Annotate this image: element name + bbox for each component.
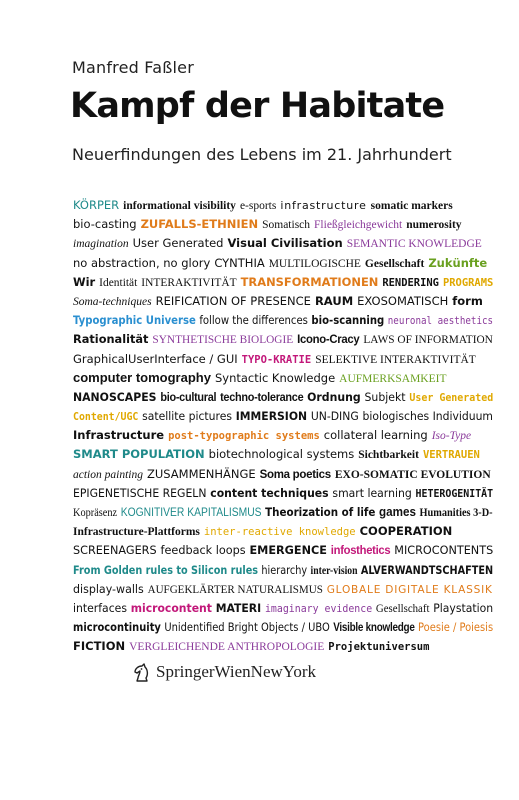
word-cloud-line — [73, 271, 494, 290]
word-cloud-term: RENDERING — [382, 276, 439, 289]
word-cloud-term: microcontinuity — [73, 620, 161, 635]
word-cloud-term: e-sports — [239, 200, 277, 212]
word-cloud-term: techno-tolerance — [220, 391, 304, 404]
word-cloud-line — [73, 539, 494, 558]
word-cloud-term: MULTILOGISCHE — [268, 257, 361, 270]
book-subtitle: Neuerfindungen des Lebens im 21. Jahrhundert — [72, 145, 452, 164]
word-cloud-term: MICROCONTENTS — [394, 543, 494, 558]
word-cloud-term: EXOSOMATISCH — [357, 293, 449, 308]
word-cloud-term: microcontent — [130, 600, 212, 615]
word-cloud-term: EXO-SOMATIC EVOLUTION — [334, 468, 491, 481]
word-cloud-term: numerosity — [406, 219, 462, 232]
word-cloud-term: SYNTHETISCHE BIOLOGIE — [152, 334, 294, 347]
word-cloud-line — [73, 309, 494, 328]
word-cloud-term: Kopräsenz — [73, 507, 118, 519]
word-cloud-term: AUFMERKSAMKEIT — [339, 372, 447, 385]
word-cloud-term: follow the differences — [199, 313, 308, 328]
word-cloud-line — [73, 348, 493, 367]
word-cloud-term: Fließgleichgewicht — [314, 219, 403, 232]
word-cloud-term: Rationalität — [73, 332, 149, 347]
word-cloud-term: SCREENAGERS — [73, 543, 157, 558]
word-cloud-term: Visible knowledge — [333, 622, 415, 635]
word-cloud-term: GLOBALE DIGITALE KLASSIK — [326, 582, 493, 596]
word-cloud-term: Theorization of life — [265, 505, 376, 519]
word-cloud-term: Playstation — [433, 600, 494, 615]
word-cloud-term: Infrastructure — [73, 428, 165, 443]
word-cloud-term: FICTION — [73, 639, 126, 654]
word-cloud-term: Icono-Cracy — [297, 334, 360, 347]
word-cloud-term: bio-scanning — [311, 313, 385, 328]
word-cloud-line — [73, 482, 494, 501]
word-cloud-term: COOPERATION — [359, 524, 453, 539]
word-cloud-term: interfaces — [73, 600, 127, 615]
word-cloud-term: content techniques — [210, 485, 329, 500]
word-cloud-line — [73, 290, 493, 309]
word-cloud-term: bio-cultural — [160, 391, 217, 404]
word-cloud-term: bio-casting — [73, 217, 137, 232]
word-cloud-term: ZUFALLS-ETHNIEN — [140, 217, 259, 232]
word-cloud-term: AUFGEKLÄRTER NATURALISMUS — [147, 583, 323, 596]
word-cloud-term: computer tomography — [73, 369, 211, 385]
word-cloud-term: EMERGENCE — [249, 543, 327, 558]
word-cloud-term: MATERI — [215, 600, 262, 615]
word-cloud-line — [73, 597, 494, 616]
word-cloud-term: INTERAKTIVITÄT — [141, 276, 237, 289]
word-cloud-term: action painting — [73, 468, 143, 481]
word-cloud-term: Ordnung — [307, 389, 361, 404]
word-cloud-term: Syntactic Knowledge — [214, 370, 336, 385]
word-cloud-line — [73, 405, 493, 424]
word-cloud-term: IMMERSION — [235, 409, 308, 424]
word-cloud-term: biotechnological systems — [208, 447, 355, 462]
word-cloud-term: From Golden rules to Silicon rules — [73, 562, 259, 577]
word-cloud-term: Unidentified Bright Objects / UBO — [164, 620, 330, 635]
word-cloud-term: Soma-techniques — [73, 295, 152, 308]
word-cloud-term: inter-vision — [310, 564, 358, 577]
word-cloud-term: neuronal aesthetics — [387, 315, 494, 328]
word-cloud-term: Humanities 3-D- — [419, 507, 493, 519]
word-cloud-term: Sichtbarkeit — [358, 449, 419, 462]
word-cloud-term: hierarchy — [261, 562, 308, 577]
word-cloud-term: satellite pictures — [142, 409, 233, 424]
word-cloud-line — [73, 328, 493, 347]
word-cloud-term: UN-DING — [310, 409, 359, 424]
author-name: Manfred Faßler — [72, 58, 194, 77]
word-cloud-term: infrastructure — [280, 199, 367, 212]
word-cloud-term: Gesellschaft — [375, 602, 430, 615]
word-cloud-term: VERTRAUEN — [422, 449, 480, 462]
word-cloud-line — [73, 559, 494, 578]
word-cloud-term: display-walls — [73, 581, 144, 596]
word-cloud-term: post-typographic systems — [168, 430, 320, 443]
word-cloud — [73, 194, 493, 655]
word-cloud-term: SMART POPULATION — [73, 447, 205, 462]
word-cloud-term: imaginary evidence — [264, 602, 373, 615]
word-cloud-term: CYNTHIA — [214, 255, 265, 270]
word-cloud-term: Subjekt — [364, 389, 406, 404]
word-cloud-term: User Generated — [132, 236, 224, 251]
word-cloud-term: SELEKTIVE INTERAKTIVITÄT — [315, 353, 476, 366]
word-cloud-term: Content/UGC — [73, 411, 139, 424]
word-cloud-term: imagination — [73, 238, 129, 251]
word-cloud-term: ALVERWANDTSCHAFTEN — [360, 562, 494, 577]
word-cloud-term: TRANSFORMATIONEN — [240, 274, 379, 289]
word-cloud-term: biologisches Individuum — [362, 409, 493, 424]
word-cloud-term: NANOSCAPES — [73, 389, 157, 404]
word-cloud-term: Gesellschaft — [364, 257, 425, 270]
word-cloud-term: informational visibility — [123, 200, 236, 212]
word-cloud-term: Visual Civilisation — [227, 236, 343, 251]
word-cloud-term: Wir — [73, 274, 96, 289]
word-cloud-term: KOGNITIVER KAPITALISMUS — [120, 507, 262, 519]
word-cloud-term: Infrastructure-Plattforms — [73, 526, 200, 539]
word-cloud-term: TYPO-KRATIE — [241, 353, 312, 366]
word-cloud-term: LAWS OF INFORMATION — [363, 334, 493, 347]
word-cloud-term: infosthetics — [330, 545, 391, 558]
word-cloud-term: ZUSAMMENHÄNGE — [146, 466, 256, 481]
word-cloud-line — [73, 578, 493, 597]
word-cloud-term: HETEROGENITÄT — [415, 487, 494, 500]
springer-chess-knight-icon — [132, 661, 152, 683]
word-cloud-term: Identität — [99, 276, 138, 289]
word-cloud-line — [73, 616, 494, 635]
word-cloud-term: smart learning — [332, 485, 412, 500]
word-cloud-term: REIFICATION OF PRESENCE — [155, 293, 311, 308]
word-cloud-term: Zukünfte — [428, 255, 488, 270]
word-cloud-line — [73, 213, 493, 232]
word-cloud-term: Typographic Universe — [73, 313, 196, 328]
word-cloud-line — [73, 194, 493, 213]
word-cloud-term: collateral learning — [323, 428, 428, 443]
word-cloud-term: games — [378, 504, 416, 519]
word-cloud-term: Iso-Type — [431, 430, 472, 443]
word-cloud-term: SEMANTIC KNOWLEDGE — [346, 238, 482, 251]
word-cloud-term: Projektuniversum — [328, 641, 430, 654]
word-cloud-term: no abstraction, no glory — [73, 255, 211, 270]
word-cloud-line — [73, 635, 493, 654]
word-cloud-line — [73, 520, 493, 539]
word-cloud-term: feedback loops — [160, 543, 246, 558]
word-cloud-term: RAUM — [314, 293, 354, 308]
word-cloud-term: Poesie / Poiesis — [418, 620, 494, 635]
word-cloud-term: VERGLEICHENDE ANTHROPOLOGIE — [129, 641, 325, 654]
word-cloud-term: GraphicalUserInterface / GUI — [73, 351, 238, 366]
word-cloud-line — [73, 367, 493, 386]
word-cloud-line — [73, 501, 493, 520]
word-cloud-term: form — [452, 293, 483, 308]
publisher-mark — [132, 661, 316, 683]
word-cloud-line — [73, 386, 494, 405]
word-cloud-line — [73, 232, 493, 251]
word-cloud-term: inter-reactive knowledge — [203, 526, 356, 539]
word-cloud-line — [73, 252, 493, 271]
word-cloud-line — [73, 463, 493, 482]
publisher-name: SpringerWienNewYork — [156, 662, 317, 681]
word-cloud-term: EPIGENETISCHE REGELN — [73, 485, 207, 500]
word-cloud-line — [73, 424, 493, 443]
word-cloud-line — [73, 443, 493, 462]
word-cloud-term: Somatisch — [262, 219, 311, 232]
word-cloud-term: User Generated — [409, 391, 494, 404]
word-cloud-term: somatic markers — [370, 200, 453, 212]
word-cloud-term: KÖRPER — [73, 198, 120, 212]
word-cloud-term: Soma poetics — [259, 468, 331, 481]
book-title: Kampf der Habitate — [70, 86, 445, 126]
word-cloud-term: PROGRAMS — [442, 276, 494, 289]
